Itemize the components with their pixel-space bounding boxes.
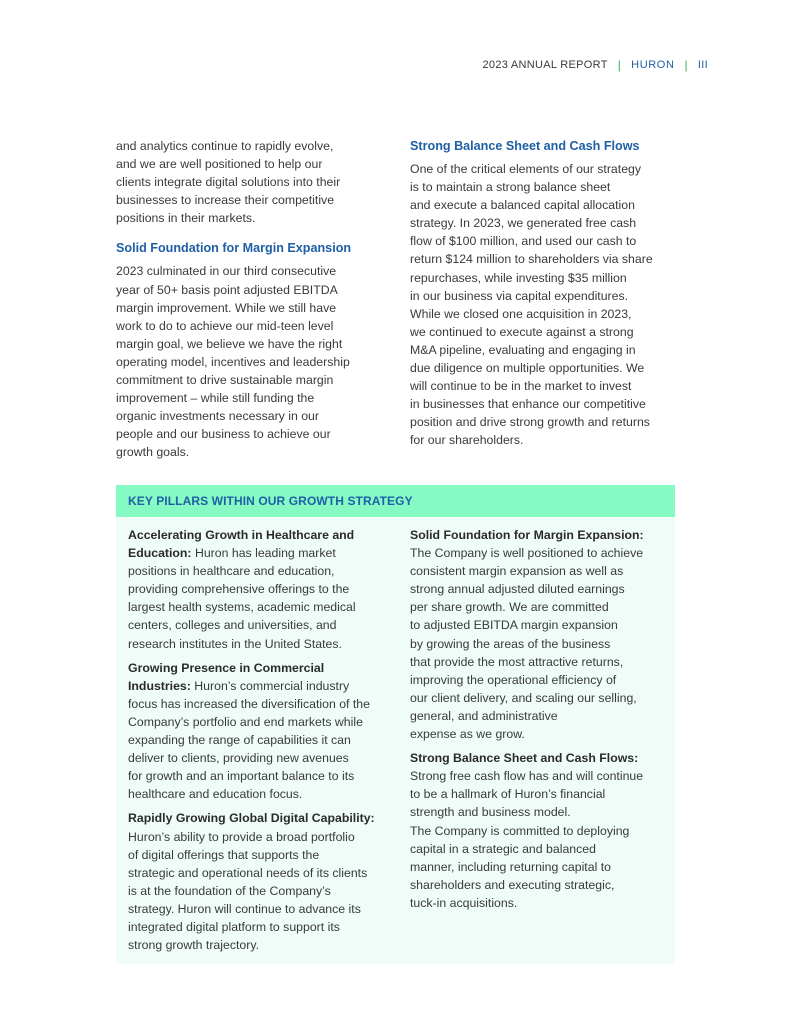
pillar-text: Huron’s ability to provide a broad portfolio (128, 829, 355, 844)
pillar-text: is at the foundation of the Company’s (128, 883, 331, 898)
text-line: work to do to achieve our mid-teen level (116, 318, 334, 333)
pillar-text: expanding the range of capabilities it can (128, 733, 351, 748)
text-line: repurchases, while investing $35 million (410, 270, 627, 285)
key-pillars-box (116, 485, 675, 964)
pillar-text: strategy. Huron will continue to advance its (128, 901, 361, 916)
pillar-text: general, and administrative (410, 708, 558, 723)
pillar-heading-text: Education: (128, 546, 192, 561)
text-line: due diligence on multiple opportunities. We (410, 361, 645, 376)
pillar-item (128, 526, 390, 653)
margin-expansion-section (116, 239, 396, 461)
pillars-right-column (410, 526, 666, 912)
text-line: return $124 million to shareholders via share (410, 252, 653, 267)
pillar-text: expense as we grow. (410, 727, 525, 742)
pillar-text: The Company is well positioned to achieve (410, 546, 644, 561)
pillar-text: to be a hallmark of Huron’s financial (410, 787, 606, 802)
section-heading: Strong Balance Sheet and Cash Flows (410, 139, 640, 153)
page-header (483, 58, 709, 72)
pillar-text: by growing the areas of the business (410, 636, 611, 651)
pillar-text: focus has increased the diversification of the (128, 696, 370, 711)
text-line: position and drive strong growth and returns (410, 415, 650, 430)
pillar-text: our client delivery, and scaling our selling, (410, 690, 637, 705)
pillar-text: manner, including returning capital to (410, 859, 611, 874)
section-paragraph (116, 262, 396, 461)
pillar-text: consistent margin expansion as well as (410, 564, 624, 579)
pillar-text: providing comprehensive offerings to the (128, 582, 350, 597)
text-line: in our business via capital expenditures. (410, 288, 629, 303)
pillar-text: Strong free cash flow has and will continue (410, 769, 644, 784)
text-line: people and our business to achieve our (116, 427, 331, 442)
pillar-text: that provide the most attractive returns, (410, 654, 624, 669)
pillar-text: integrated digital platform to support its (128, 919, 340, 934)
pillar-heading-text: Solid Foundation for Margin Expansion: (410, 528, 644, 542)
pillar-text: research institutes in the United States. (128, 636, 342, 651)
intro-paragraph (116, 137, 396, 227)
header-divider: | (617, 58, 622, 72)
pillar-text: deliver to clients, providing new avenues (128, 751, 349, 766)
pillar-text: per share growth. We are committed (410, 600, 609, 615)
text-line: and we are well positioned to help our (116, 157, 323, 172)
pillar-text: improving the operational efficiency of (410, 672, 617, 687)
pillar-text: centers, colleges and universities, and (128, 618, 337, 633)
pillar-text: strong growth trajectory. (128, 938, 259, 953)
report-title: 2023 ANNUAL REPORT (482, 59, 608, 71)
pillar-item (410, 749, 666, 912)
text-line: organic investments necessary in our (116, 409, 319, 424)
pillar-text: healthcare and education focus. (128, 787, 303, 802)
text-line: we continued to execute against a strong (410, 324, 634, 339)
pillar-text: strategic and operational needs of its clients (128, 865, 368, 880)
pillar-text: tuck-in acquisitions. (410, 895, 518, 910)
pillars-left-column (128, 526, 390, 954)
pillar-text: positions in healthcare and education, (128, 564, 335, 579)
left-column (116, 137, 396, 462)
pillar-text: to adjusted EBITDA margin expansion (410, 618, 618, 633)
text-line: year of 50+ basis point adjusted EBITDA (116, 282, 338, 297)
text-line: businesses to increase their competitive (116, 193, 335, 208)
text-line: positions in their markets. (116, 211, 256, 226)
text-line: commitment to drive sustainable margin (116, 373, 334, 388)
text-line: will continue to be in the market to invest (410, 379, 632, 394)
pillar-text: for growth and an important balance to its (128, 769, 355, 784)
pillar-text: shareholders and executing strategic, (410, 877, 615, 892)
text-line: One of the critical elements of our strategy (410, 162, 642, 176)
pillar-heading-text: Accelerating Growth in Healthcare and (128, 528, 355, 542)
text-line: operating model, incentives and leadership (116, 354, 350, 369)
brand-name: HURON (631, 59, 675, 71)
text-line: clients integrate digital solutions into their (116, 175, 341, 190)
text-line: growth goals. (116, 445, 190, 460)
pillar-heading-text: Rapidly Growing Global Digital Capability: (128, 811, 375, 826)
pillar-text: Company’s portfolio and end markets while (128, 714, 363, 729)
pillars-title: KEY PILLARS WITHIN OUR GROWTH STRATEGY (116, 485, 675, 517)
text-line: flow of $100 million, and used our cash to (410, 234, 637, 249)
header-divider: | (684, 58, 688, 72)
text-line: for our shareholders. (410, 433, 524, 448)
text-line: and analytics continue to rapidly evolve, (116, 139, 334, 153)
pillar-heading-text: Industries: (128, 678, 191, 693)
pillar-item (410, 526, 666, 743)
right-column (410, 137, 678, 450)
text-line: improvement – while still funding the (116, 391, 315, 406)
pillar-text: capital in a strategic and balanced (410, 841, 596, 856)
text-line: While we closed one acquisition in 2023, (410, 306, 632, 321)
pillar-text: of digital offerings that supports the (128, 847, 320, 862)
pillar-text: strong annual adjusted diluted earnings (410, 582, 625, 597)
pillar-item (128, 809, 390, 954)
section-paragraph (410, 160, 678, 450)
pillar-heading-text: Strong Balance Sheet and Cash Flows: (410, 751, 639, 766)
text-line: 2023 culminated in our third consecutive (116, 264, 337, 279)
text-line: is to maintain a strong balance sheet (410, 180, 611, 195)
text-line: strategy. In 2023, we generated free cash (410, 216, 637, 231)
pillar-item (128, 659, 390, 804)
section-heading: Solid Foundation for Margin Expansion (116, 241, 352, 256)
page-number: III (697, 59, 708, 71)
pillar-text: Huron’s commercial industry (190, 678, 350, 693)
text-line: margin goal, we believe we have the right (116, 336, 343, 351)
text-line: margin improvement. While we still have (116, 300, 337, 315)
pillar-heading-text: Growing Presence in Commercial (128, 660, 325, 675)
text-line: and execute a balanced capital allocation (410, 198, 635, 213)
text-line: M&A pipeline, evaluating and engaging in (410, 342, 636, 357)
pillar-text: The Company is committed to deploying (410, 823, 630, 838)
text-line: in businesses that enhance our competitive (410, 397, 646, 412)
pillar-text: strength and business model. (410, 805, 571, 820)
pillar-text: Huron has leading market (191, 546, 336, 561)
pillar-text: largest health systems, academic medical (128, 600, 356, 615)
